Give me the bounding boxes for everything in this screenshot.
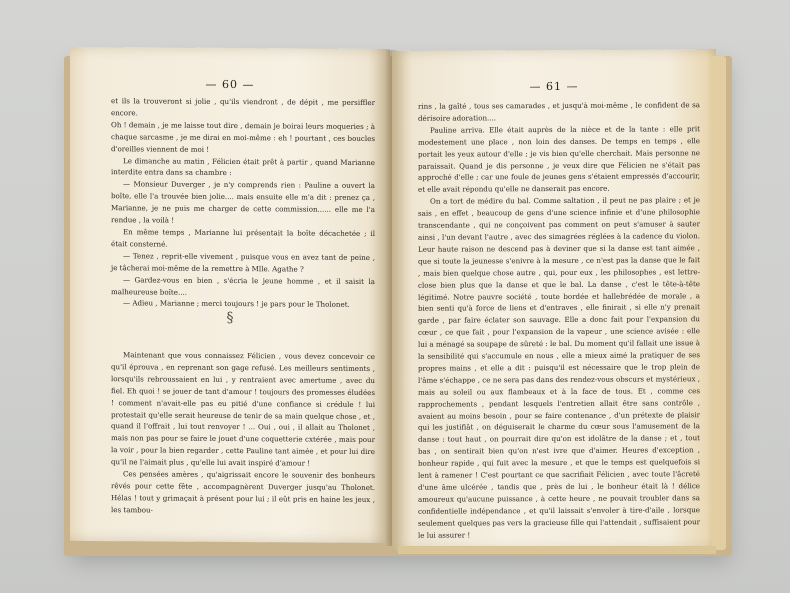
left-page-text-bottom — [111, 349, 375, 518]
paragraph: Maintenant que vous connaissez Félicien , vous devez concevoir ce qu'il éprouva , en reprenant son gage refusé. Les meilleurs sentiments , lorsqu'ils rebroussaient en lui , y rentraient avec amertume , avec du fiel. Eh quoi ! se jouer de tant d'amour ! toujours des promesses éludées ! comment n'avait-elle pas eu pitié d'une confiance si crédule ! lui protestait qu'elle serait heureuse de tenir de sa main quelque chose , et , quand il l'offrait , lui tout renvoyer ! ... Oui , oui , il allait au Tholonet , mais non pas pour se faire le jouet d'une coquetterie cxtérée , mais pour la voir , pour la bien regarder , cette Pauline tant aimée , et pour lui dire qu'il ne l'aimait plus , qu'elle lui avait inspiré d'amour ! — [111, 350, 375, 468]
paragraph: Oh ! demain , je me laisse tout dire , demain je boirai leurs moqueries ; à chaque sarcasme , je me dirai en moi-même : eh ! pourtant , ces boucles d'oreilles viennent de moi ! — [111, 119, 375, 154]
paragraph: rins , la gaîté , tous ses camarades , et jusqu'à moi-même , le confident de sa dérisoire adoration.... — [418, 100, 700, 123]
page-edges-bottom — [398, 546, 716, 554]
paragraph: On a tort de médire du bal. Comme saltation , il peut ne pas plaire ; et je sais , en effet , beaucoup de gens d'une science infinie et d'une philosophie transcendante , qui ne conçoivent pas comment on peut s'amuser à sauter ainsi , l'un devant l'autre , avec des simagrées réglées à la cadence du violon. Leur haute raison ne descend pas à deviner que si la danse est tant aimée , que si toute la jeunesse s'enivre à la mesure , ce n'est pas la danse que le fait , mais bien quelque chose autre , qui, pour eux , les philosophes , est lettre-close bien plus que la danse et que le bal. La danse , c'est le tête-à-tête légitimé. Notre pauvre société , toute bordée et hallebrédée de morale , a bien senti qu'à force de liens et d'entraves , elle finirait , si elle n'y prenait garde , par faire éclater son sauvage. Elle a donc fait pour l'expansion du cœur , ce que fait , pour l'expansion de la vapeur , une science avisée : elle lui a ménagé sa soupape de sûreté : le bal. Du moment qu'il fallait une issue à la sensibilité qui s'accumule en nous , elle a mieux aimé la pratiquer de ses propres mains , et elle a dit : puisqu'il est nécessaire que le trop plein de l'âme s'échappe , ce ne sera pas dans des rendez-vous obscurs et mystérieux , mais au soleil ou aux flambeaux et à la face de tous. Et , comme ces rapprochements , pendant lesquels l'entretien allait être sans contrôle , avaient au moins besoin , pour se faire contenance , d'un prétexte de plaisir qui les justifiât , on déguiserait le charme du cœur sous l'amusement de la danse : tout haut , on pourrait dire qu'on est idolâtre de la danse ; et , tout bas , on sentirait bien qu'on n'est ivre que d'aimer. Heures d'exception , bonheur rapide , qui fuit avec la mesure , et que le temps est quelquefois si lent à ramener ! C'est pourtant ce que sacrifiait Félicien , avec toute l'âcreté d'une âme ulcérée , tandis que , près de lui , le bonheur était là ! délice amoureux qu'aucune puissance , à cette heure , ne pouvait troubler dans sa confidentielle indépendance , et qu'il laissait s'envoler à tire-d'aile , lorsque seulement quelques pas vers la gracieuse fille qui l'attendait , suffisaient pour le lui assurer ! — [418, 195, 700, 540]
left-page — [70, 47, 390, 543]
paragraph: Ces pensées amères , qu'aigrissait encore le souvenir des bonheurs rêvés pour cette fête , accompagnèrent Duverger jusqu'au Tholonet. Hélas ! tout y grimaçait à présent pour lui ; il eût pris en haine les jeux , les tambou- — [111, 469, 375, 515]
right-page-text — [418, 99, 700, 541]
paragraph: En même temps , Marianne lui présentait la boîte décachetée ; il était consterné. — [111, 227, 375, 249]
paragraph: et ils la trouveront si jolie , qu'ils viendront , de dépit , me persiffler encore. — [111, 96, 375, 118]
paragraph: — Monsieur Duverger , je n'y comprends rien : Pauline a ouvert la boîte, elle l'a trouvée bien jolie.... mais ensuite elle m'a dit : prenez ça , Marianne, je ne puis me charger de cette commission...... elle me l'a rendue , la voilà ! — [111, 179, 375, 225]
section-mark: § — [226, 309, 234, 327]
right-page-number: — 61 — — [529, 79, 579, 94]
right-page — [392, 49, 716, 551]
paragraph: Pauline arriva. Elle était auprès de la nièce et de la tante : elle prit modestement une place , non loin des danses. De temps en temps , elle portait les yeux autour d'elle ; je vis bien qu'elle cherchait. Mais personne ne paraissait. Quand je dis personne , je veux dire que Félicien ne s'était pas approché d'elle ; car une foule de jeunes gens s'étaient empressés d'accourir, et elle avait répondu qu'elle ne danserait pas encore. — [418, 124, 700, 195]
paragraph: — Gardez-vous en bien , s'écria le jeune homme , et il saisit la malheureuse boîte.... — [111, 274, 375, 297]
paragraph: — Adieu , Marianne ; merci toujours ! je pars pour le Tholonet. — [123, 298, 350, 310]
paragraph: — Tenez , reprit-elle vivement , puisque vous en avez tant de peine , je tâcherai moi-même de la remettre à Mlle. Agathe ? — [111, 251, 375, 274]
paragraph: Le dimanche au matin , Félicien était prêt à partir , quand Marianne interdite entra dans sa chambre : — [111, 155, 375, 178]
page-edges-right — [712, 56, 726, 550]
left-page-text-top — [111, 95, 375, 311]
left-page-number: — 60 — — [205, 77, 255, 92]
